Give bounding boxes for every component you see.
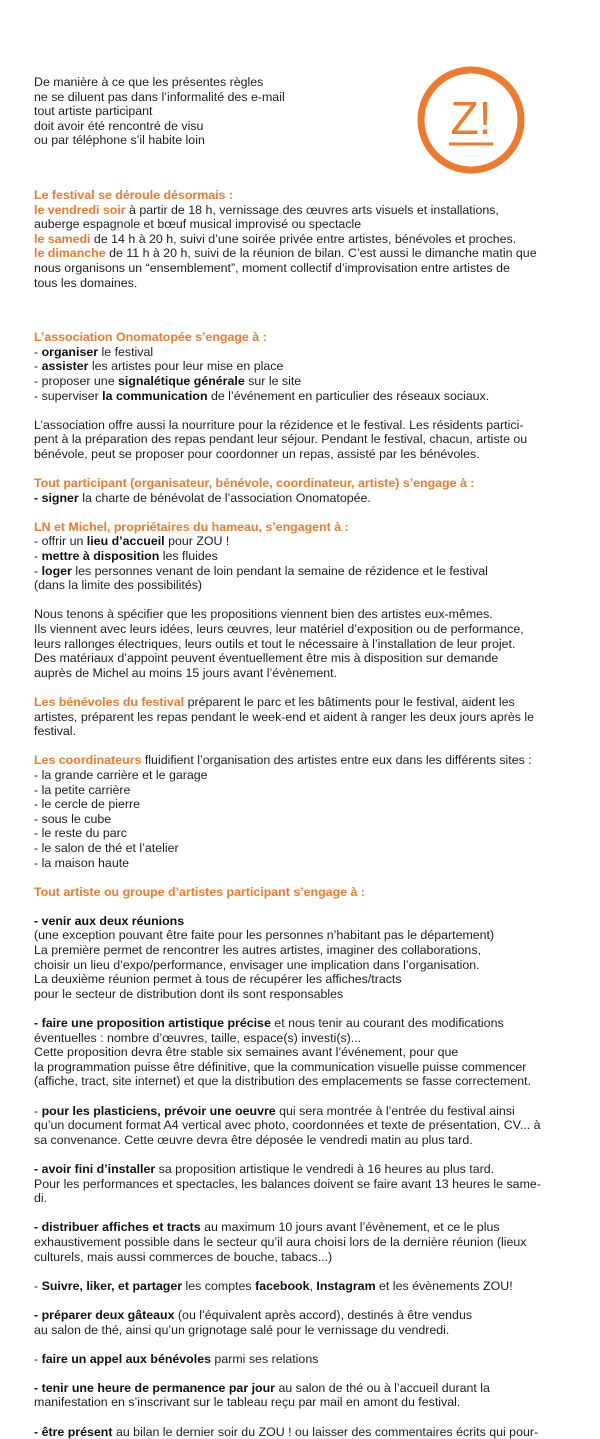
document-body	[34, 75, 554, 1439]
participant-section	[34, 476, 554, 505]
intro-line: doit avoir été rencontré de visu	[34, 118, 204, 133]
owners-paragraph: Ils viennent avec leurs idées, leurs œuvres, leur matériel d’exposition ou de performance,	[34, 622, 524, 636]
coordinators-section: Les coordinateurs fluidifient l’organisation des artistes entre eux dans les différents sites : - la grande carrière et le garage - la petite carrière - le cercle de pierre - sous le cube - le reste du parc - le salon de thé et l’atelier - la maison haute	[34, 753, 554, 870]
site-list-item: - la grande carrière et le garage	[34, 767, 208, 782]
intro-paragraph	[34, 75, 414, 148]
site-list-item: - le cercle de pierre	[34, 797, 141, 812]
distribute-bold: - distribuer affiches et tracts	[34, 1220, 201, 1235]
owners-paragraph: auprès de Michel au moins 15 jours avant l’évènement.	[34, 665, 338, 680]
logo-text: Z!	[450, 92, 492, 144]
owners-paragraph: leurs rallonges électriques, leurs outils et tout le nécessaire à l’installation de leur projet.	[34, 636, 516, 651]
volunteers-section: Les bénévoles du festival préparent le parc et les bâtiments pour le festival, aident les artistes, préparent les repas pendant le week-end et aident à ranger les deux jours après le festival.	[34, 694, 535, 739]
proposal-bold: - faire une proposition artistique précise	[34, 1016, 271, 1031]
saturday-label: le samedi	[34, 231, 91, 246]
volunteers-label: Les bénévoles du festival	[34, 694, 185, 709]
friday-text: à partir de 18 h, vernissage des œuvres arts visuels et installations,	[125, 202, 499, 217]
intro-line: ne se diluent pas dans l’informalité des e-mail	[34, 89, 285, 104]
association-paragraph: pent à la préparation des repas pendant leur séjour. Pendant le festival, chacun, artiste ou	[34, 432, 528, 447]
association-heading: L’association Onomatopée s’engage à :	[34, 330, 267, 345]
intro-line: De manière à ce que les présentes règles	[34, 75, 264, 89]
list-item-continuation: (dans la limite des possibilités)	[34, 578, 203, 593]
list-item: - organiser le festival	[34, 344, 154, 359]
list-item: - loger les personnes venant de loin pendant la semaine de rézidence et le festival	[34, 563, 488, 578]
shift-bold: - tenir une heure de permanence par jour	[34, 1380, 275, 1395]
site-list-item: - le reste du parc	[34, 826, 127, 841]
owners-heading: LN et Michel, propriétaires du hameau, s’engagent à :	[34, 519, 349, 534]
meetings-bold: - venir aux deux réunions	[34, 913, 185, 928]
association-section	[34, 330, 554, 461]
participant-heading: Tout participant (organisateur, bénévole, coordinateur, artiste) s’engage à :	[34, 476, 475, 491]
participant-bold: - signer	[34, 490, 79, 505]
participant-text: la charte de bénévolat de l’association Onomatopée.	[78, 490, 371, 505]
coordinators-label: Les coordinateurs	[34, 753, 142, 768]
saturday-text: de 14 h à 20 h, suivi d’une soirée privée entre artistes, bénévoles et proches.	[90, 231, 517, 246]
plasticians-bold: pour les plasticiens, prévoir une oeuvre	[41, 1103, 276, 1118]
artists-heading: Tout artiste ou groupe d’artistes participant s’engage à :	[34, 884, 365, 899]
presence-bold: - être présent	[34, 1424, 113, 1439]
sunday-label: le dimanche	[34, 246, 106, 261]
site-list-item: - sous le cube	[34, 811, 112, 826]
list-item: - mettre à disposition les fluides	[34, 549, 218, 564]
social-line: - Suivre, liker, et partager les comptes facebook, Instagram et les évènements ZOU!	[34, 1278, 513, 1293]
intro-line: ou par téléphone s’il habite loin	[34, 133, 205, 148]
list-item: - proposer une signalétique générale sur le site	[34, 373, 302, 388]
festival-section	[34, 188, 554, 290]
site-list-item: - la petite carrière	[34, 782, 131, 797]
festival-heading: Le festival se déroule désormais :	[34, 187, 234, 202]
sunday-text: de 11 h à 20 h, suivi de la réunion de bilan. C’est aussi le dimanche matin que	[105, 246, 537, 261]
volunteers-call-bold: faire un appel aux bénévoles	[41, 1351, 211, 1366]
site-list-item: - le salon de thé et l’atelier	[34, 840, 179, 855]
owners-section	[34, 520, 554, 681]
sunday-text: tous les domaines.	[34, 275, 138, 290]
owners-paragraph: Nous tenons à spécifier que les propositions viennent bien des artistes eux-mêmes.	[34, 607, 493, 622]
site-list-item: - la maison haute	[34, 855, 130, 870]
intro-line: tout artiste participant	[34, 104, 153, 119]
cakes-bold: - préparer deux gâteaux	[34, 1307, 175, 1322]
friday-text: auberge espagnole et bœuf musical improvisé ou spectacle	[34, 217, 362, 232]
install-bold: - avoir fini d’installer	[34, 1161, 156, 1176]
list-item: - superviser la communication de l’événement en particulier des réseaux sociaux.	[34, 388, 490, 403]
friday-label: le vendredi soir	[34, 202, 126, 217]
list-item: - assister les artistes pour leur mise en place	[34, 359, 284, 374]
list-item: - offrir un lieu d’accueil pour ZOU !	[34, 534, 230, 549]
artists-section: Tout artiste ou groupe d’artistes participant s’engage à : - venir aux deux réunions (une exception pouvant être faite pour les personnes n’habitant pas le département) La première permet de rencontrer les autres artistes, imaginer des collaborations, choisir un lieu d’expo/performance, envisager une implication dans l’organisation. La deuxième réunion permet à tous de récupérer les affiches/tracts pour le secteur de distribution dont ils sont responsables - faire une proposition artistique précise et nous tenir au courant des modifications éventuelles : nombre d’œuvres, taille, espace(s) investi(s)... Cette proposition devra être stable six semaines avant l’événement, pour que la programmation puisse être définitive, que la communication visuelle puisse commencer (affiche, tract, site internet) et que la distribution des emplacements se fasse correctement. - pour les plasticiens, prévoir une oeuvre qui sera montrée à l’entrée du festival ainsi qu’un document format A4 vertical avec photo, coordonnées et texte de présentation, CV... à sa convenance. Cette œuvre devra être déposée le vendredi matin au plus tard. - avoir fini d’installer sa proposition artistique le vendredi à 16 heures au plus tard. Pour les performances et spectacles, les balances doivent se faire avant 13 heures le same- di. - distribuer affiches et tracts au maximum 10 jours avant l’évènement, et ce le plus exhaustivement possible dans le secteur qu’il aura choisi lors de la dernière réunion (lieux culturels, mais aussi commerces de bouche, tabacs...) - Suivre, liker, et partager les comptes facebook, Instagram et les évènements ZOU! - préparer deux gâteaux (ou l’équivalent après accord), destinés à être vendus au salon de thé, ainsi qu’un grignotage salé pour le vernissage du vendredi. - faire un appel aux bénévoles parmi ses relations - tenir une heure de permanence par jour au salon de thé ou à l’accueil durant la manifestation en s’inscrivant sur le tableau reçu par mail en amont du festival. - être présent au bilan le dernier soir du ZOU ! ou laisser des commentaires écrits qui pour-	[34, 885, 554, 1439]
owners-paragraph: Des matériaux d’appoint peuvent éventuellement être mis à disposition sur demande	[34, 651, 499, 666]
sunday-text: nous organisons un “ensemblement”, moment collectif d’improvisation entre artistes de	[34, 260, 510, 275]
association-paragraph: bénévole, peut se proposer pour coordonner un repas, assisté par les bénévoles.	[34, 446, 480, 461]
association-paragraph: L’association offre aussi la nourriture pour la rézidence et le festival. Les résidents partici-	[34, 417, 524, 432]
